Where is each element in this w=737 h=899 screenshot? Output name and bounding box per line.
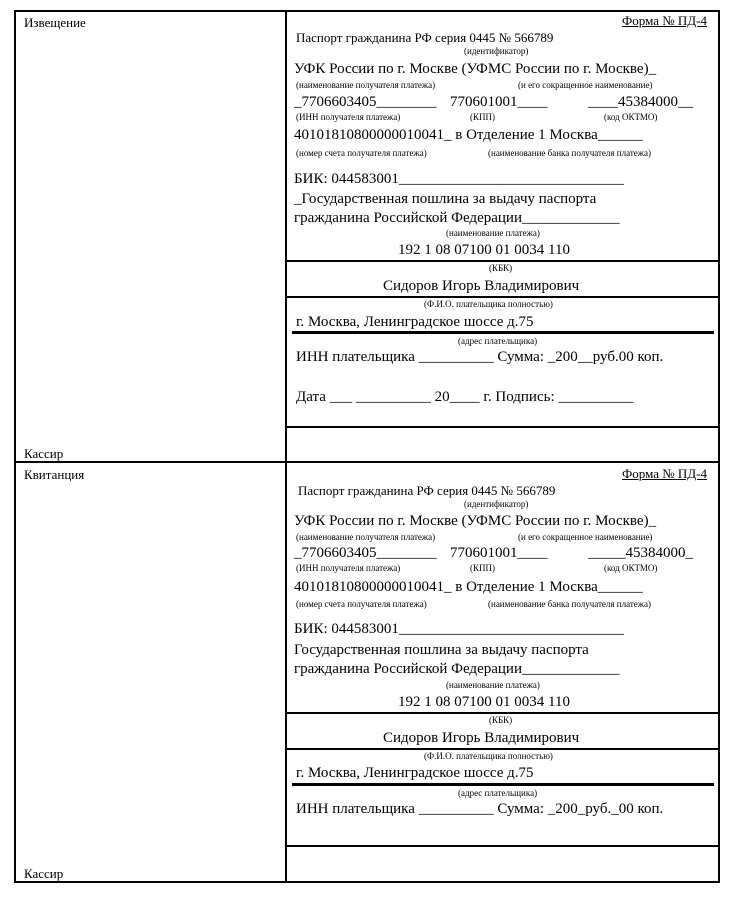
bottom-inn-sum-line: ИНН плательщика __________ Сумма: _200_руб._00 коп. [296,801,664,817]
top-kbk: 192 1 08 07100 01 0034 110 [398,242,570,258]
bottom-purpose-line2: гражданина Российской Федерации_____________ [294,661,620,677]
top-address-caption: (адрес плательщика) [458,336,538,346]
bottom-oktmo: _____45384000_ [588,545,693,561]
bottom-section-title: Квитанция [24,467,85,482]
bottom-recipient-name: УФК России по г. Москве (УФМС России по г. Москве)_ [294,513,657,529]
top-passport-caption: (идентификатор) [464,46,529,56]
top-inn-caption: (ИНН получателя платежа) [296,112,401,122]
bottom-payer-caption: (Ф.И.О. плательщика полностью) [424,751,553,761]
bottom-passport-caption: (идентификатор) [464,499,529,509]
top-date-line: Дата ___ __________ 20____ г. Подпись: __________ [296,389,634,405]
top-kbk-divider [287,260,718,262]
bottom-payer-address: г. Москва, Ленинградское шоссе д.75 [296,765,534,781]
top-oktmo-caption: (код ОКТМО) [604,112,658,122]
top-kbk-caption: (КБК) [489,263,513,273]
frame-top [14,10,720,12]
bottom-kbk: 192 1 08 07100 01 0034 110 [398,694,570,710]
column-divider [285,10,287,883]
top-cashier-label: Кассир [24,446,64,461]
top-passport-line: Паспорт гражданина РФ серия 0445 № 566789 [296,30,554,45]
top-kpp: 770601001____ [450,94,548,110]
top-bank-caption: (наименование банка получателя платежа) [488,148,651,158]
bottom-account-caption: (номер счета получателя платежа) [296,599,427,609]
top-bik-line: БИК: 044583001______________________________ [294,171,624,187]
bottom-signature-divider [287,845,718,847]
bottom-kbk-caption: (КБК) [489,715,513,725]
bottom-kpp: 770601001____ [450,545,548,561]
bottom-inn-caption: (ИНН получателя платежа) [296,563,401,573]
top-kpp-caption: (КПП) [470,112,495,122]
bottom-payer-divider [287,748,718,750]
top-oktmo: ____45384000__ [588,94,693,110]
top-section-title: Извещение [24,15,86,30]
top-account-caption: (номер счета получателя платежа) [296,148,427,158]
bottom-oktmo-caption: (код ОКТМО) [604,563,658,573]
bottom-address-underline [292,783,714,786]
top-account-line: 40101810800000010041_ в Отделение 1 Москва______ [294,127,643,143]
bottom-kpp-caption: (КПП) [470,563,495,573]
frame-left [14,10,16,883]
bottom-purpose-caption: (наименование платежа) [446,680,540,690]
bottom-purpose-line1: Государственная пошлина за выдачу паспорта [294,642,589,658]
bottom-bank-caption: (наименование банка получателя платежа) [488,599,651,609]
bottom-passport-line: Паспорт гражданина РФ серия 0445 № 566789 [298,483,556,498]
top-recipient-caption-right: (и его сокращенное наименование) [518,80,653,90]
bottom-bik-line: БИК: 044583001______________________________ [294,621,624,637]
bottom-form-label: Форма № ПД-4 [622,466,707,481]
bottom-account-line: 40101810800000010041_ в Отделение 1 Москва______ [294,579,643,595]
top-signature-divider [287,426,718,428]
bottom-recipient-caption-right: (и его сокращенное наименование) [518,532,653,542]
top-purpose-line2: гражданина Российской Федерации_____________ [294,210,620,226]
bottom-address-caption: (адрес плательщика) [458,788,538,798]
top-recipient-caption-left: (наименование получателя платежа) [296,80,436,90]
top-form-label: Форма № ПД-4 [622,13,707,28]
top-payer-divider [287,296,718,298]
frame-right [718,10,720,883]
bottom-recipient-caption-left: (наименование получателя платежа) [296,532,436,542]
top-inn-sum-line: ИНН плательщика __________ Сумма: _200__руб.00 коп. [296,349,664,365]
top-payer-address: г. Москва, Ленинградское шоссе д.75 [296,314,534,330]
bottom-inn: _7706603405________ [294,545,437,561]
top-purpose-caption: (наименование платежа) [446,228,540,238]
top-inn: _7706603405________ [294,94,437,110]
top-purpose-line1: _Государственная пошлина за выдачу паспорта [294,191,597,207]
top-payer-name: Сидоров Игорь Владимирович [383,278,580,294]
top-recipient-name: УФК России по г. Москве (УФМС России по г. Москве)_ [294,61,657,77]
frame-bottom [14,881,720,883]
top-payer-caption: (Ф.И.О. плательщика полностью) [424,299,553,309]
top-address-underline [292,331,714,334]
section-divider [14,461,720,463]
bottom-cashier-label: Кассир [24,866,64,881]
bottom-payer-name: Сидоров Игорь Владимирович [383,730,580,746]
bottom-kbk-divider [287,712,718,714]
